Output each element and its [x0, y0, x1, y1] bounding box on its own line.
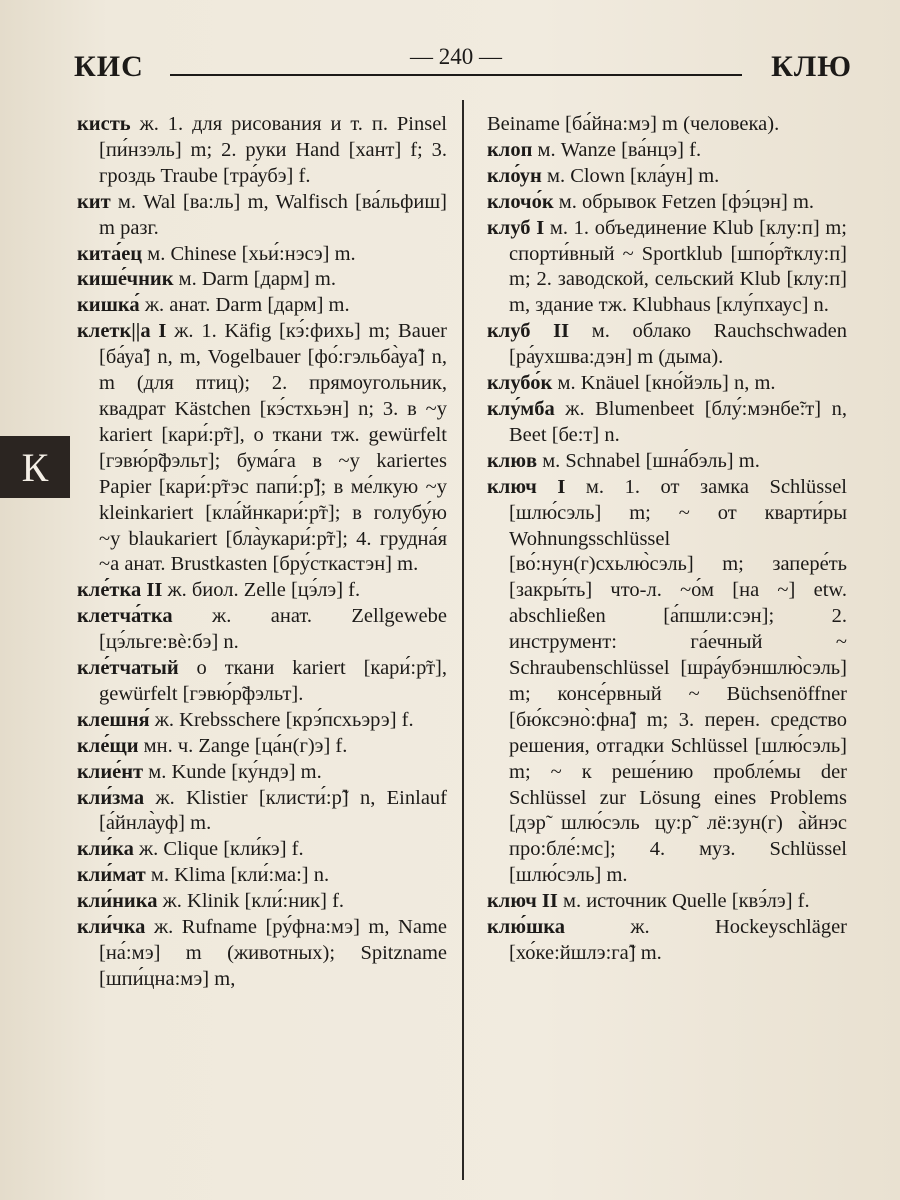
entry-definition: ж. Rufname [ру́фна:мэ] m, Name [на́:мэ] m (животных); Spitzname [шпи́цна:мэ] m, [99, 916, 447, 990]
entry-definition: Beiname [ба́йна:мэ] m (человека). [487, 113, 780, 135]
entry-headword: клоп [487, 138, 533, 161]
entry-headword: клетк||а I [77, 320, 167, 343]
entry-definition: ж. Hockeyschläger [хо́ке:йшлэ:га̃] m. [509, 916, 847, 964]
entry-headword: клюв [487, 449, 538, 472]
dictionary-entry [77, 604, 447, 656]
entry-headword: кита́ец [77, 242, 143, 265]
entry-headword: ключ I [487, 475, 566, 498]
entry-definition: ж. Krebsschere [крэ́псхьэрэ] f. [149, 708, 414, 731]
dictionary-entry [77, 190, 447, 242]
entry-definition: ж. анат. Darm [дарм] m. [139, 294, 350, 317]
entry-headword: кли́мат [77, 864, 146, 887]
dictionary-entry [487, 112, 847, 138]
entry-definition: м. Wanze [ва́нцэ] f. [532, 138, 702, 161]
entry-definition: м. облако Rauchschwaden [ра́ухшва:дэн] m (дыма). [509, 320, 848, 369]
dictionary-entry [77, 786, 447, 838]
entry-definition: м. Clown [кла́ун] m. [541, 164, 720, 187]
dictionary-entry [77, 889, 447, 915]
dictionary-entry [487, 164, 847, 190]
entry-headword: клю́шка [487, 916, 566, 939]
dictionary-entry [77, 760, 447, 786]
dictionary-entry [487, 889, 847, 915]
entry-definition: ж. Clique [кли́кэ] f. [133, 838, 304, 861]
entry-headword: клешня́ [77, 708, 150, 731]
entry-headword: кле́тчатый [77, 657, 179, 680]
entry-headword: кит [77, 190, 111, 213]
dictionary-entry [77, 242, 447, 268]
entry-definition: ж. биол. Zelle [цэ́лэ] f. [162, 579, 361, 602]
dictionary-entry [77, 578, 447, 604]
dictionary-entry [487, 190, 847, 216]
entry-definition: м. 1. объединение Klub [клу:п] m; спорти́вный ~ Sportklub [шпо́р̃тклу:п] m; 2. заводской, сельский Klub [клу:п] m, здание тж. Klubhaus [клу́пхаус] n. [509, 216, 847, 317]
column-divider [462, 100, 464, 1180]
entry-headword: кишка́ [77, 294, 140, 317]
dictionary-entry [77, 112, 447, 190]
dictionary-entry [487, 475, 847, 890]
entry-headword: кли́ника [77, 890, 158, 913]
entry-definition: мн. ч. Zange [ца́н(г)э] f. [138, 734, 348, 757]
entry-definition: ж. Klinik [кли́:ник] f. [157, 890, 345, 913]
entry-definition: м. источник Quelle [квэ́лэ] f. [557, 890, 810, 913]
entry-headword: ключ II [487, 890, 558, 913]
page-number: — 240 — [410, 44, 502, 69]
entry-definition: ж. Blumenbeet [блу́:мэнбе̃:т] n, Beet [бе:т] n. [509, 397, 847, 446]
entry-headword: клочо́к [487, 190, 554, 213]
entry-headword: кисть [77, 113, 131, 135]
entry-definition: м. Knäuel [кно́йэль] n, m. [552, 372, 776, 395]
entry-headword: клетча́тка [77, 605, 173, 628]
dictionary-entry [487, 915, 847, 967]
dictionary-entry [77, 293, 447, 319]
entry-definition: м. Darm [дарм] m. [173, 268, 336, 291]
entry-definition: м. Chinese [хьи́:нэсэ] m. [142, 242, 356, 265]
page-header [70, 42, 860, 92]
dictionary-entry [487, 138, 847, 164]
entry-definition: ж. 1. Käfig [кэ́:фихь] m; Bauer [ба́уа̃] n, m, Vogelbauer [фо́:гэльба̀уа̃] n, m (для птиц); 2. прямоугольник, квадрат Kästchen [кэ́стхьэн] n; 3. в ~у kariert [кари́:р̃т], о ткани тж. gewürfelt [гэвю́р̃фэльт]; бума́га в ~у kariertes Papier [кари́:р̃тэс папи́:р̃]; в ме́лкую ~у kleinkariert [кла́йнкари́:р̃т]; в голубу́ю ~у blaukariert [бла̀укари́:р̃т]; 4. грудна́я ~а анат. Brustkasten [бру́сткастэн] m. [99, 320, 447, 576]
entry-definition: м. Wal [ва:ль] m, Walfisch [ва́льфиш] m разг. [99, 190, 447, 239]
dictionary-entry [77, 708, 447, 734]
entry-headword: кли́чка [77, 916, 146, 939]
dictionary-entry [487, 216, 847, 320]
entry-headword: кли́зма [77, 786, 145, 809]
entry-headword: кли́ка [77, 838, 134, 861]
entry-headword: клу́мба [487, 397, 555, 420]
dictionary-entry [77, 837, 447, 863]
entry-headword: кло́ун [487, 164, 542, 187]
entry-definition: м. обрывок Fetzen [фэ́цэн] m. [553, 190, 815, 213]
right-running-headword: КЛЮ [771, 50, 852, 83]
entry-definition: м. 1. от замка Schlüssel [шлю́сэль] m; ~ от кварти́ры Wohnungsschlüssel [во́:нун(г)схьлю̀сэль] m; запере́ть [закры́ть] что-л. ~о́м [на ~] etw. abschließen [а́пшли:сэн]; 2. инструмент: га́ечный ~ Schraubenschlüssel [шра́убэншлю̀сэль] m; консе́рвный ~ Büchsenöffner [бю́ксэно̀:фна̃] m; 3. перен. средство решения, отгадки Schlüssel [шлю́сэль] m; ~ к реше́нию пробле́мы der Schlüssel zur Lösung eines Problems [дэр̃ шлю́сэль цу:р̃ лё:зун(г) а̀йнэс про:бле́:мс]; 4. муз. Schlüssel [шлю́сэль] m. [509, 475, 847, 887]
dictionary-entry [77, 863, 447, 889]
dictionary-entry [77, 656, 447, 708]
entry-definition: м. Kunde [ку́ндэ] m. [143, 760, 322, 783]
dictionary-entry [77, 915, 447, 993]
entry-definition: о ткани kariert [кари́:р̃т], gewürfelt [гэвю́р̃фэльт]. [99, 657, 447, 705]
dictionary-entry [77, 734, 447, 760]
entry-definition: ж. Klistier [клисти́:р̃] n, Einlauf [а́йнла̀уф] m. [99, 786, 447, 835]
dictionary-entry [487, 397, 847, 449]
entry-definition: ж. анат. Zellgewebe [цэ́льге:вѐ:бэ] n. [99, 605, 447, 654]
entry-headword: кле́тка II [77, 579, 163, 602]
left-running-headword: КИС [74, 50, 144, 83]
entry-headword: клуб I [487, 216, 545, 239]
entry-headword: клубо́к [487, 372, 553, 395]
entry-headword: клуб II [487, 320, 570, 343]
thumb-index-tab: К [0, 436, 70, 498]
left-column [77, 112, 447, 993]
dictionary-entry [487, 449, 847, 475]
dictionary-entry [77, 319, 447, 578]
header-rule [170, 74, 742, 76]
entry-headword: кле́щи [77, 734, 139, 757]
right-column [487, 112, 847, 967]
entry-headword: клие́нт [77, 760, 144, 783]
entry-definition: м. Klima [кли́:ма:] n. [145, 864, 330, 887]
entry-definition: ж. 1. для рисования и т. п. Pinsel [пи́нзэль] m; 2. руки Hand [хант] f; 3. гроздь Traube [тра́убэ] f. [99, 113, 447, 187]
dictionary-entry [487, 371, 847, 397]
entry-headword: кише́чник [77, 268, 174, 291]
dictionary-entry [487, 319, 847, 371]
entry-definition: м. Schnabel [шна́бэль] m. [537, 449, 760, 472]
dictionary-entry [77, 267, 447, 293]
